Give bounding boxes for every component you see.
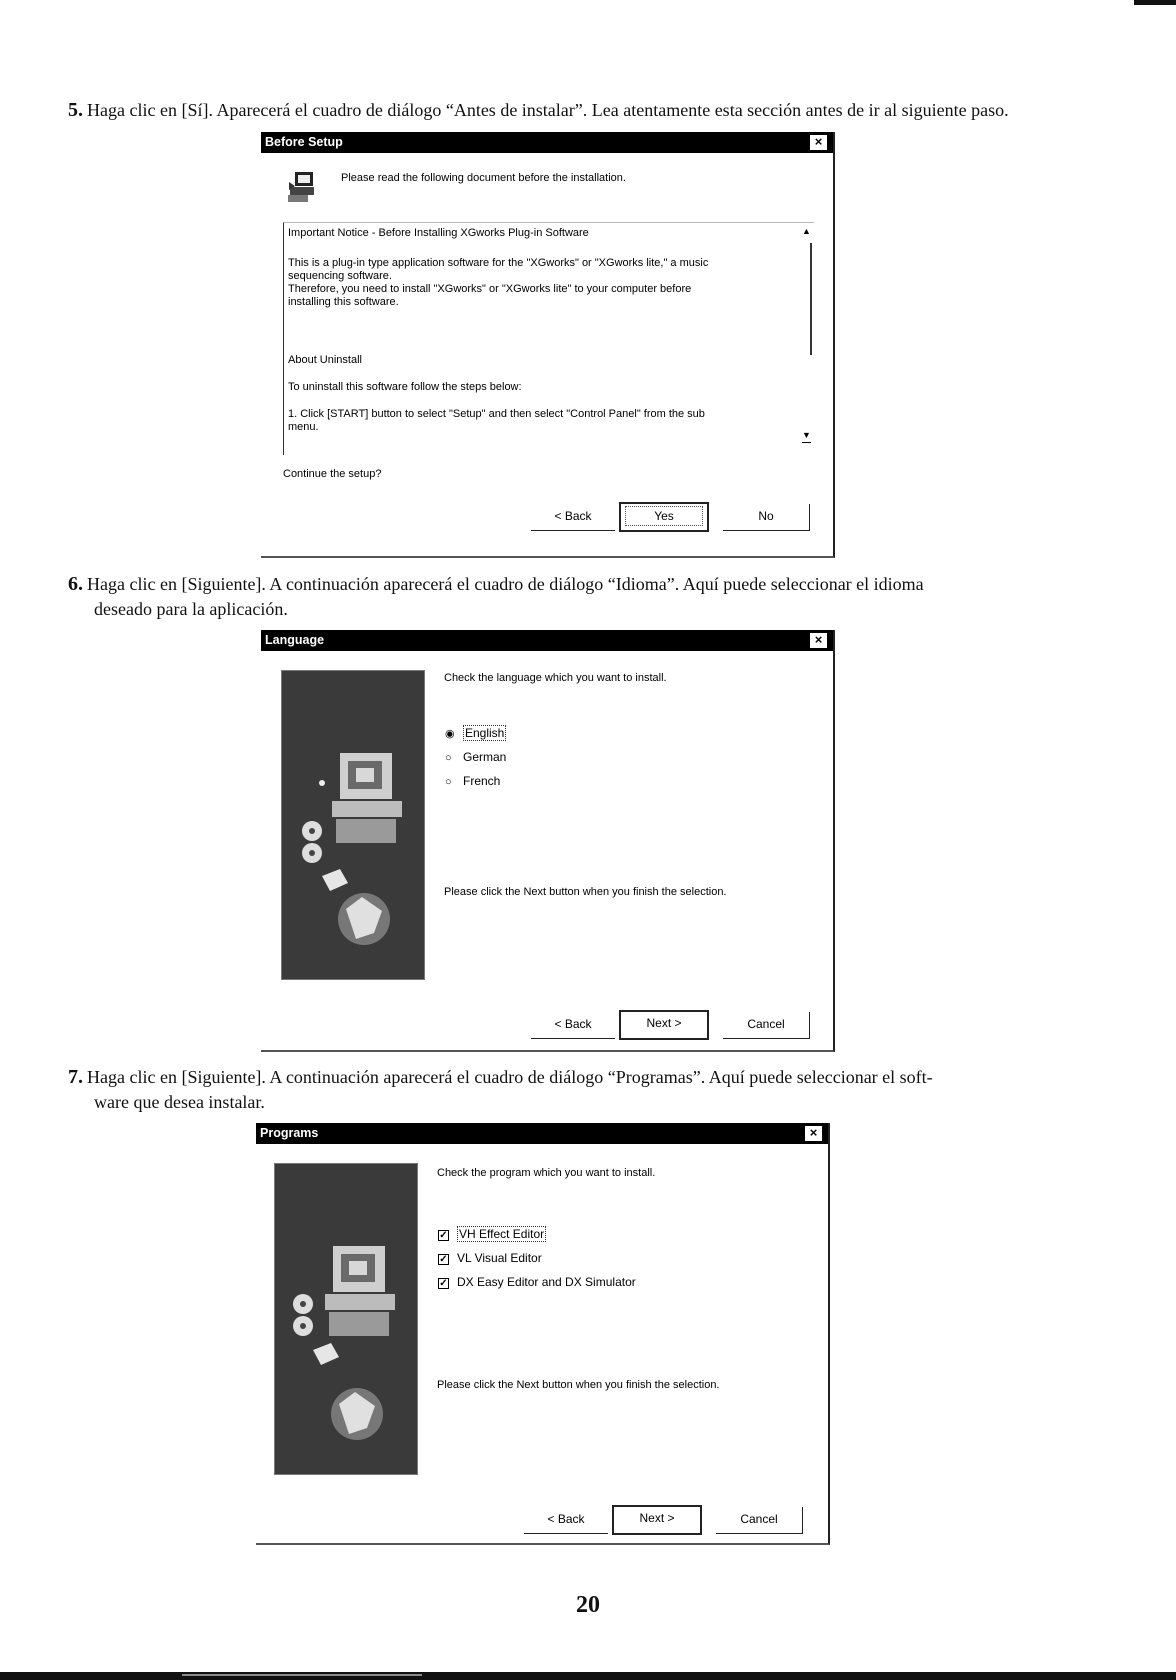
checkbox-checked-icon: ✓ — [439, 1230, 448, 1241]
doc-line: This is a plug-in type application software for the "XGworks" or "XGworks lite," a music — [288, 257, 709, 269]
next-label: Next > — [646, 1016, 682, 1030]
bottom-bar-highlight — [182, 1674, 422, 1676]
radio-english[interactable] — [445, 726, 506, 740]
dialog-title: Before Setup — [265, 135, 343, 149]
step-text: Haga clic en [Siguiente]. A continuación aparecerá el cuadro de diálogo “Idioma”. Aquí puede seleccionar el idioma — [87, 574, 924, 594]
doc-line: About Uninstall — [288, 354, 362, 366]
radio-selected-icon: ◉ — [445, 728, 455, 740]
setup-side-image — [281, 670, 425, 980]
checkbox-vl-visual-editor[interactable] — [438, 1251, 542, 1265]
computer-globe-illustration — [282, 671, 424, 979]
back-button[interactable]: < Back — [524, 1507, 608, 1534]
option-label: VL Visual Editor — [457, 1251, 542, 1265]
cancel-button[interactable]: Cancel — [716, 1507, 803, 1534]
bottom-bar — [0, 1672, 1176, 1680]
document-textbox[interactable] — [283, 222, 814, 455]
step-number: 6. — [68, 573, 83, 595]
doc-line: installing this software. — [288, 296, 399, 308]
dialog-title: Programs — [260, 1126, 319, 1140]
step-text: Haga clic en [Sí]. Aparecerá el cuadro de diálogo “Antes de instalar”. Lea atentamente esta sección antes de ir al siguiente paso. — [87, 100, 1009, 120]
step-number: 7. — [68, 1066, 83, 1088]
continue-question: Continue the setup? — [283, 468, 382, 480]
page-number: 20 — [576, 1592, 600, 1618]
option-label: German — [463, 750, 507, 764]
step-6 — [68, 572, 1068, 622]
step-number: 5. — [68, 99, 83, 121]
back-button[interactable]: < Back — [531, 1012, 615, 1039]
option-label: French — [463, 774, 501, 788]
step-7 — [68, 1065, 1068, 1115]
language-dialog — [261, 630, 835, 1052]
step-text-continued: deseado para la aplicación. — [94, 599, 288, 619]
doc-line: To uninstall this software follow the steps below: — [288, 381, 522, 393]
language-prompt: Check the language which you want to install. — [444, 672, 667, 684]
step-text-continued: ware que desea instalar. — [94, 1092, 265, 1112]
dialog-title: Language — [265, 633, 325, 647]
scrollbar[interactable] — [800, 223, 816, 455]
programs-dialog — [256, 1123, 830, 1545]
corner-mark — [1134, 0, 1176, 5]
option-label: VH Effect Editor — [459, 1227, 545, 1241]
option-label: DX Easy Editor and DX Simulator — [457, 1275, 636, 1289]
close-button[interactable]: × — [809, 134, 828, 151]
checkbox-vh-effect-editor[interactable] — [438, 1227, 546, 1241]
step-5 — [68, 98, 1068, 123]
next-button[interactable] — [612, 1505, 702, 1535]
no-button[interactable]: No — [723, 504, 810, 531]
title-bar — [256, 1123, 828, 1144]
setup-side-image — [274, 1163, 418, 1475]
doc-line: sequencing software. — [288, 270, 392, 282]
computer-globe-illustration — [275, 1164, 417, 1474]
back-button[interactable]: < Back — [531, 504, 615, 531]
radio-german[interactable] — [445, 750, 506, 764]
doc-line: Important Notice - Before Installing XGworks Plug-in Software — [288, 227, 589, 239]
radio-unselected-icon: ○ — [445, 752, 452, 764]
checkbox-dx-easy-editor[interactable] — [438, 1275, 636, 1289]
doc-line: 1. Click [START] button to select "Setup" and then select "Control Panel" from the sub — [288, 408, 705, 420]
doc-line: menu. — [288, 421, 319, 433]
yes-label: Yes — [625, 506, 703, 526]
step-text: Haga clic en [Siguiente]. A continuación aparecerá el cuadro de diálogo “Programas”. Aquí puede seleccionar el soft- — [87, 1067, 933, 1087]
before-setup-dialog — [261, 132, 835, 558]
radio-unselected-icon: ○ — [445, 776, 452, 788]
selection-note: Please click the Next button when you finish the selection. — [437, 1379, 720, 1391]
scroll-down-icon[interactable]: ▼ — [802, 429, 811, 443]
scroll-up-icon[interactable]: ▲ — [802, 226, 811, 236]
scroll-track[interactable] — [810, 243, 812, 355]
setup-icon — [287, 170, 317, 204]
radio-french[interactable] — [445, 774, 500, 788]
checkbox-checked-icon: ✓ — [439, 1254, 448, 1265]
dialog-header-text: Please read the following document before the installation. — [341, 172, 626, 184]
next-button[interactable] — [619, 1010, 709, 1040]
next-label: Next > — [639, 1511, 675, 1525]
title-bar — [261, 132, 833, 153]
yes-button[interactable] — [619, 502, 709, 532]
checkbox-checked-icon: ✓ — [439, 1278, 448, 1289]
cancel-button[interactable]: Cancel — [723, 1012, 810, 1039]
selection-note: Please click the Next button when you finish the selection. — [444, 886, 727, 898]
close-button[interactable]: × — [804, 1125, 823, 1142]
title-bar — [261, 630, 833, 651]
option-label: English — [465, 726, 505, 740]
close-button[interactable]: × — [809, 632, 828, 649]
programs-prompt: Check the program which you want to install. — [437, 1167, 656, 1179]
doc-line: Therefore, you need to install "XGworks" or "XGworks lite" to your computer before — [288, 283, 692, 295]
